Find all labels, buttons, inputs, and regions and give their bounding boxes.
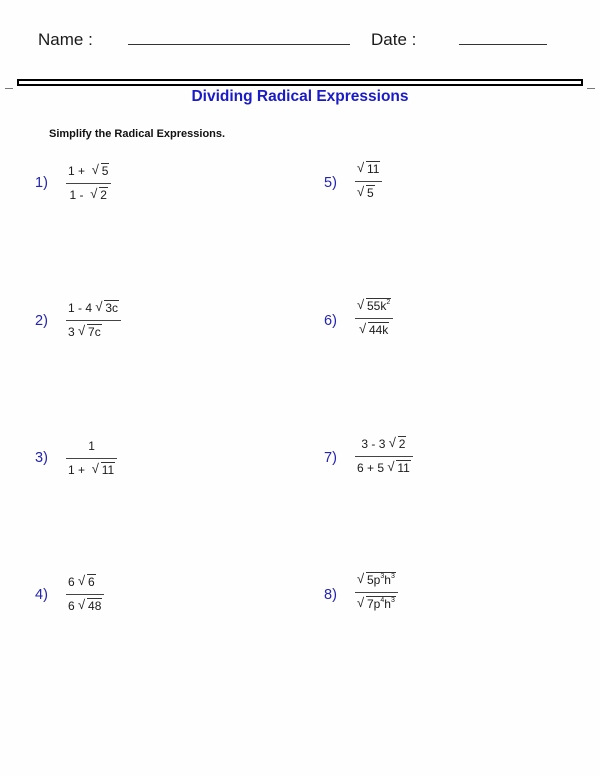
- problem-3-fraction: [66, 438, 117, 478]
- problem-8-fraction: [355, 572, 398, 612]
- radical-icon: √ $5p^3h^3$: [357, 572, 396, 588]
- header-rule: [17, 79, 583, 86]
- problem-number-6: 6): [324, 313, 337, 329]
- radical-icon: √ 11: [357, 161, 380, 177]
- radical-icon: √ 7c: [78, 324, 102, 340]
- denominator: [355, 185, 377, 201]
- problem-number-7: 7): [324, 450, 337, 466]
- fraction-bar: [66, 458, 117, 459]
- problem-1-fraction: [66, 163, 111, 203]
- radical-icon: √ 2: [90, 187, 108, 203]
- problem-4-fraction: [66, 574, 104, 614]
- denominator: 3 √ 7c: [66, 324, 104, 340]
- problem-number-3: 3): [35, 450, 48, 466]
- numerator: 1 + √ 5: [66, 163, 111, 179]
- fraction-bar: [355, 318, 393, 319]
- radical-icon: √ 48: [78, 598, 102, 614]
- name-field[interactable]: [128, 44, 350, 45]
- problem-7-fraction: [355, 436, 413, 476]
- problem-number-4: 4): [35, 587, 48, 603]
- name-label: Name :: [38, 30, 93, 49]
- radical-icon: √ $55k^2$: [357, 298, 391, 314]
- denominator: [355, 596, 398, 612]
- radical-icon: √ 5: [357, 185, 375, 201]
- problem-number-1: 1): [35, 175, 48, 191]
- denominator: 6 √ 48: [66, 598, 104, 614]
- denominator: 1 - √ 2: [68, 187, 110, 203]
- denominator: 6 + 5 √ 11: [355, 460, 413, 476]
- radical-icon: √ 3c: [95, 300, 119, 316]
- radical-icon: √ 11: [92, 462, 115, 478]
- numerator: [355, 161, 382, 177]
- fraction-bar: [66, 594, 104, 595]
- radical-icon: √ 6: [78, 574, 96, 590]
- problem-5-fraction: [355, 161, 382, 201]
- numerator: 3 - 3 √ 2: [359, 436, 408, 452]
- date-label: Date :: [371, 30, 417, 49]
- fraction-bar: [355, 181, 382, 182]
- fraction-bar: [66, 183, 111, 184]
- fraction-bar: [355, 592, 398, 593]
- worksheet-title: Dividing Radical Expressions: [191, 88, 409, 105]
- problem-number-8: 8): [324, 587, 337, 603]
- numerator: [355, 298, 393, 314]
- problem-number-5: 5): [324, 175, 337, 191]
- denominator: [357, 322, 391, 338]
- fraction-bar: [355, 456, 413, 457]
- problem-2-fraction: [66, 300, 121, 340]
- radical-icon: √ 44k: [359, 322, 389, 338]
- numerator: 1 - 4 √ 3c: [66, 300, 121, 316]
- radical-icon: √ 5: [92, 163, 110, 179]
- date-field[interactable]: [459, 44, 547, 45]
- problem-number-2: 2): [35, 313, 48, 329]
- numerator: [355, 572, 398, 588]
- denominator: 1 + √ 11: [66, 462, 117, 478]
- radical-icon: √ $7p^4h^3$: [357, 596, 396, 612]
- numerator: 6 √ 6: [66, 574, 98, 590]
- numerator: 1: [88, 439, 95, 453]
- radical-icon: √ 11: [387, 460, 410, 476]
- problem-6-fraction: [355, 298, 393, 338]
- instructions: Simplify the Radical Expressions.: [49, 128, 226, 140]
- radical-icon: √ 2: [389, 436, 407, 452]
- fraction-bar: [66, 320, 121, 321]
